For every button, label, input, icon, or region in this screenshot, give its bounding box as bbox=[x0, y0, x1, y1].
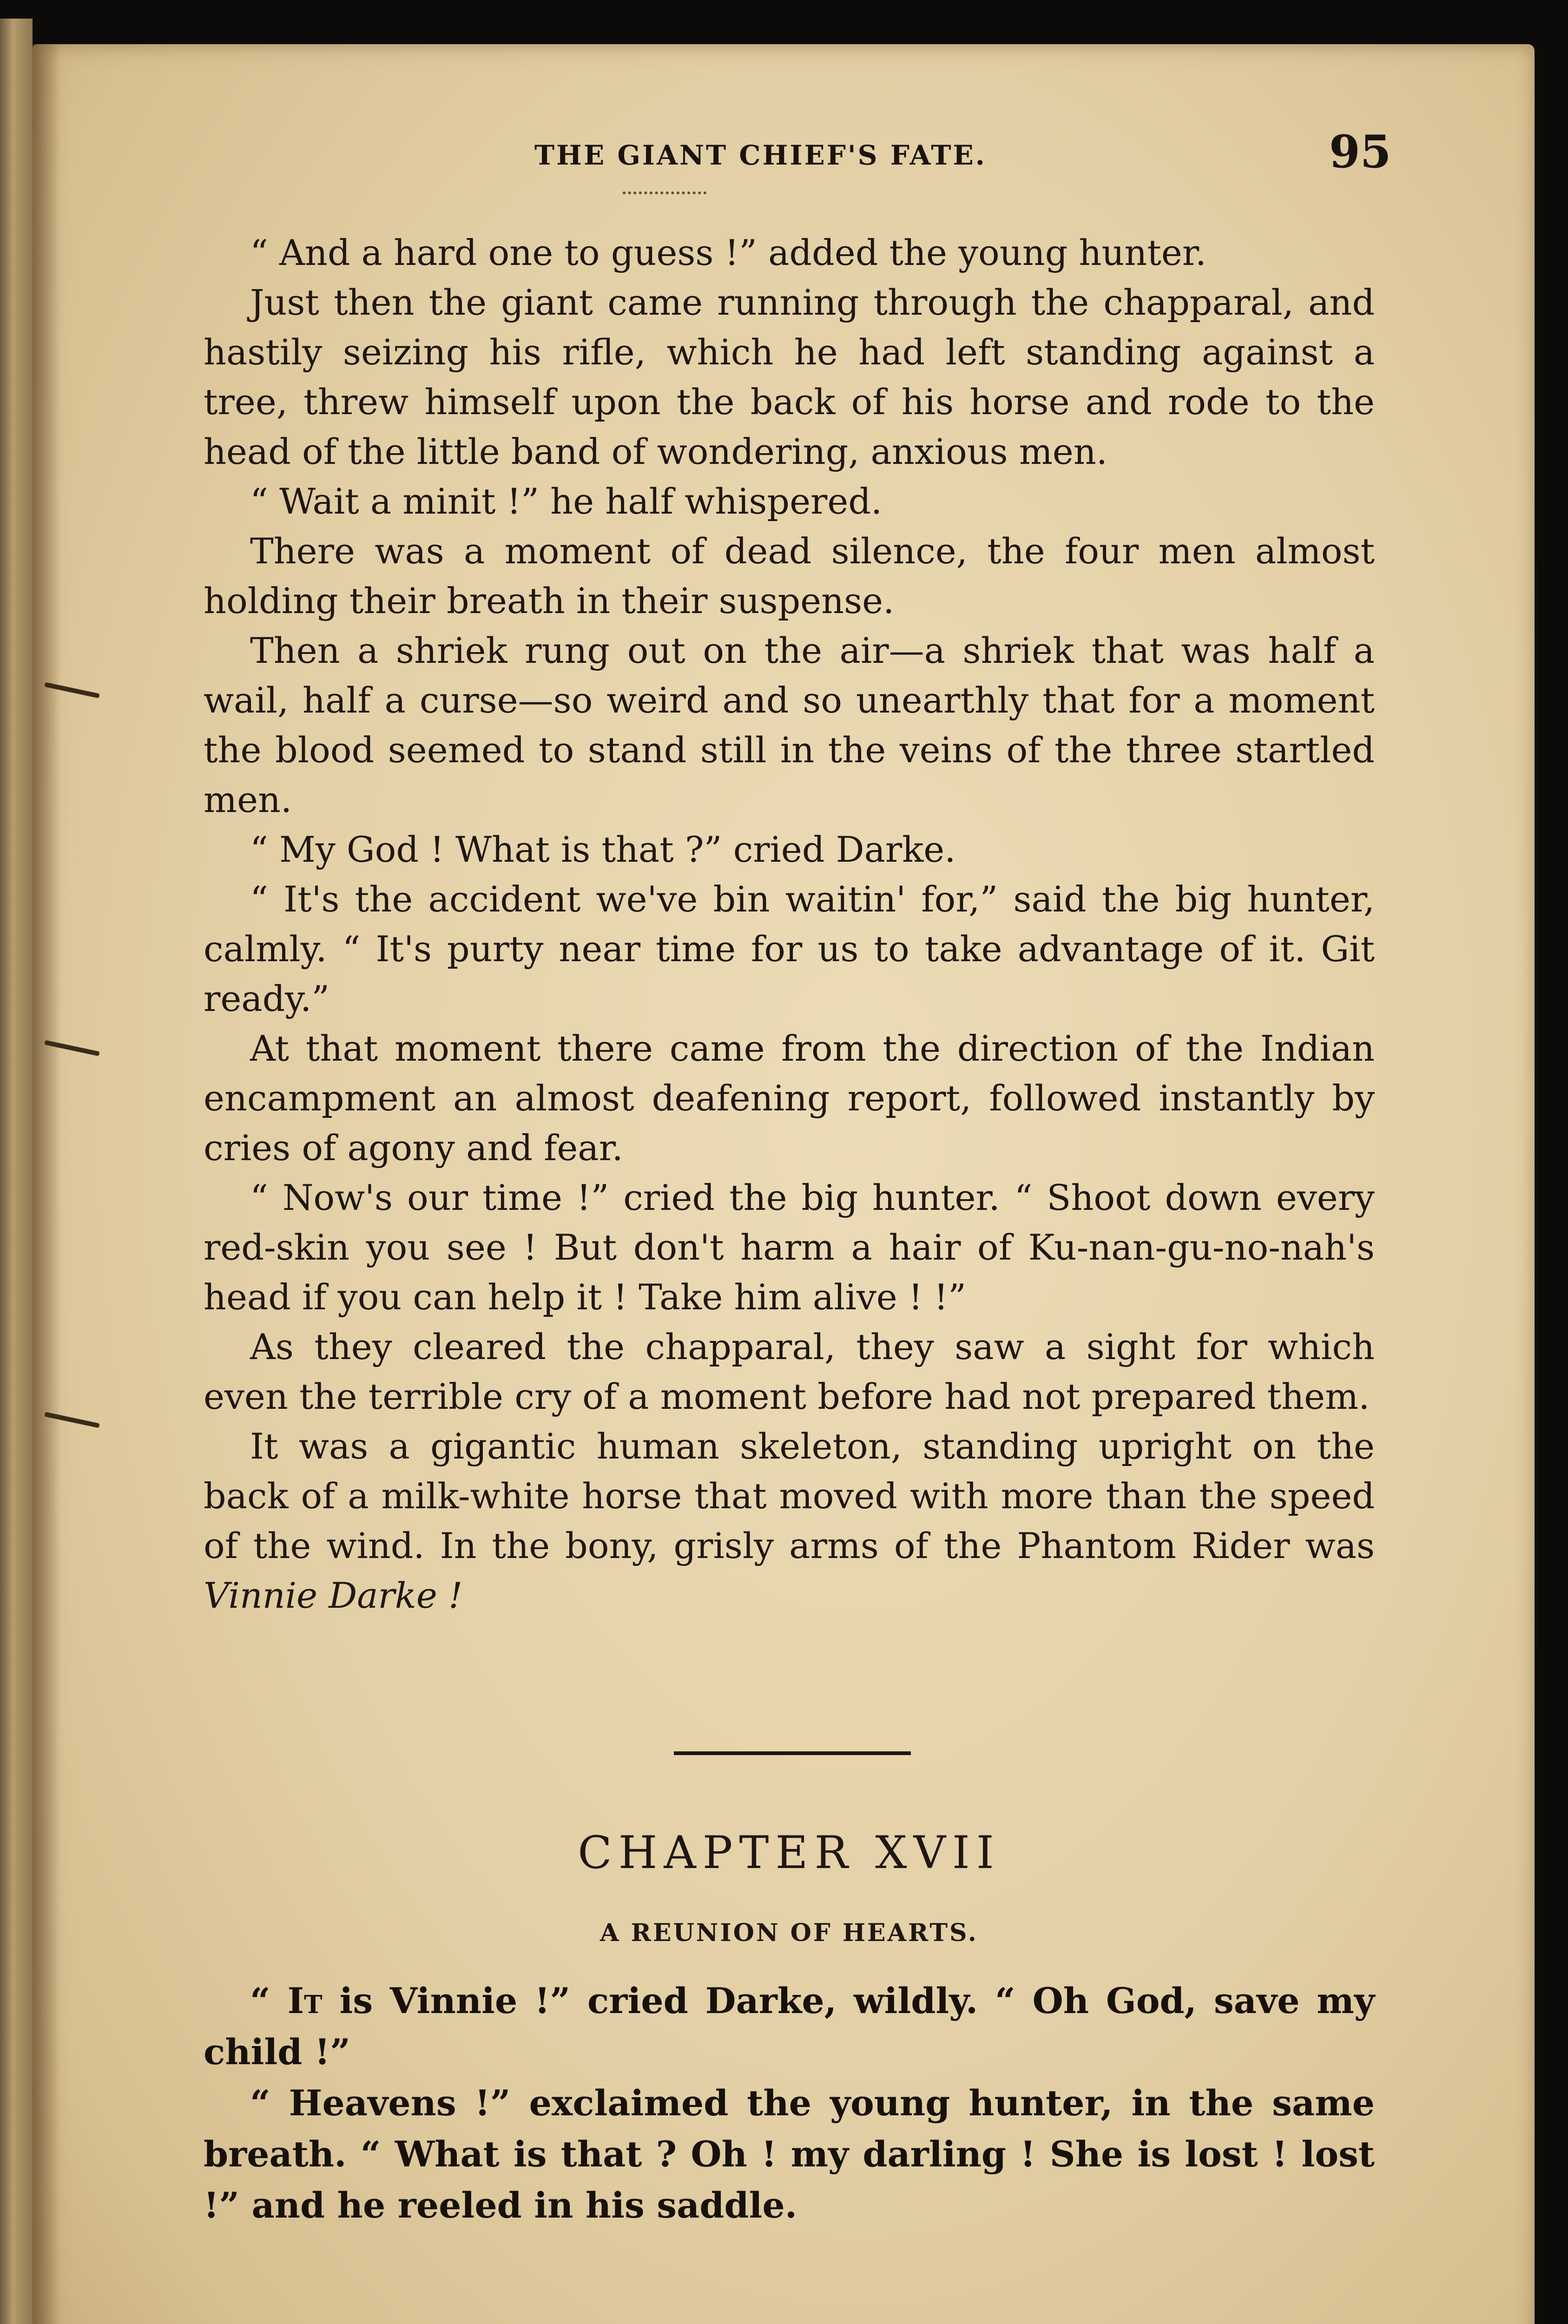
chapter-subtitle: A REUNION OF HEARTS. bbox=[600, 1919, 978, 1947]
running-head: THE GIANT CHIEF'S FATE. bbox=[534, 139, 987, 171]
paragraph: “ Now's our time !” cried the big hunter. “ Shoot down every red-skin you see ! But don't harm a hair of Ku-nan-gu-no-nah's head if you can help it ! Take him alive ! !” bbox=[204, 1177, 1375, 1318]
paragraph: At that moment there came from the direction of the Indian encampment an almost deafening report, followed instantly by cries of agony and fear. bbox=[204, 1028, 1375, 1169]
drop-word: It bbox=[287, 1980, 323, 2021]
paragraph: There was a moment of dead silence, the four men almost holding their breath in their suspense. bbox=[204, 530, 1375, 621]
paragraph: “ Heavens !” exclaimed the young hunter, in the same breath. “ What is that ? Oh ! my darling ! She is lost ! lost !” and he reeled in his saddle. bbox=[204, 2082, 1375, 2226]
paragraph: Just then the giant came running through the chapparal, and hastily seizing his rifle, which he had left standing against a tree, threw himself upon the back of his horse and rode to the head of the little band of wondering, anxious men. bbox=[204, 282, 1375, 472]
italic-name: Vinnie Darke ! bbox=[204, 1575, 463, 1616]
paragraph: “ And a hard one to guess !” added the young hunter. bbox=[250, 232, 1207, 273]
head-ornament bbox=[623, 191, 706, 197]
paragraph: Then a shriek rung out on the air—a shriek that was half a wail, half a curse—so weird and so unearthly that for a moment the blood seemed to stand still in the veins of the three startled men. bbox=[204, 630, 1375, 820]
paragraph-text: is Vinnie !” cried Darke, wildly. “ Oh God, save my child !” bbox=[204, 1980, 1375, 2073]
paragraph: “ My God ! What is that ?” cried Darke. bbox=[250, 829, 956, 870]
binding-shadow bbox=[33, 44, 60, 2324]
section-rule bbox=[674, 1751, 911, 1755]
paragraph-text: It was a gigantic human skeleton, standing upright on the back of a milk-white horse that moved with more than the speed of the wind. In the bony, grisly arms of the Phantom Rider was bbox=[204, 1426, 1375, 1566]
page-number: 95 bbox=[1329, 125, 1391, 178]
previous-page-edge bbox=[0, 19, 33, 2324]
paragraph: As they cleared the chapparal, they saw a sight for which even the terrible cry of a moment before had not prepared them. bbox=[204, 1326, 1375, 1417]
paragraph-last bbox=[204, 1421, 1375, 1620]
chapter-text bbox=[204, 1975, 1375, 2231]
paragraph: “ It's the accident we've bin waitin' for,” said the big hunter, calmly. “ It's purty near time for us to take advantage of it. Git ready.” bbox=[204, 878, 1375, 1019]
chapter-title: CHAPTER XVII bbox=[578, 1827, 1001, 1879]
paragraph: “ Wait a minit !” he half whispered. bbox=[250, 481, 883, 522]
body-text bbox=[204, 228, 1375, 1620]
paragraph: “ It is Vinnie !” cried Darke, wildly. “ Oh God, save my child !” bbox=[204, 1980, 1375, 2073]
